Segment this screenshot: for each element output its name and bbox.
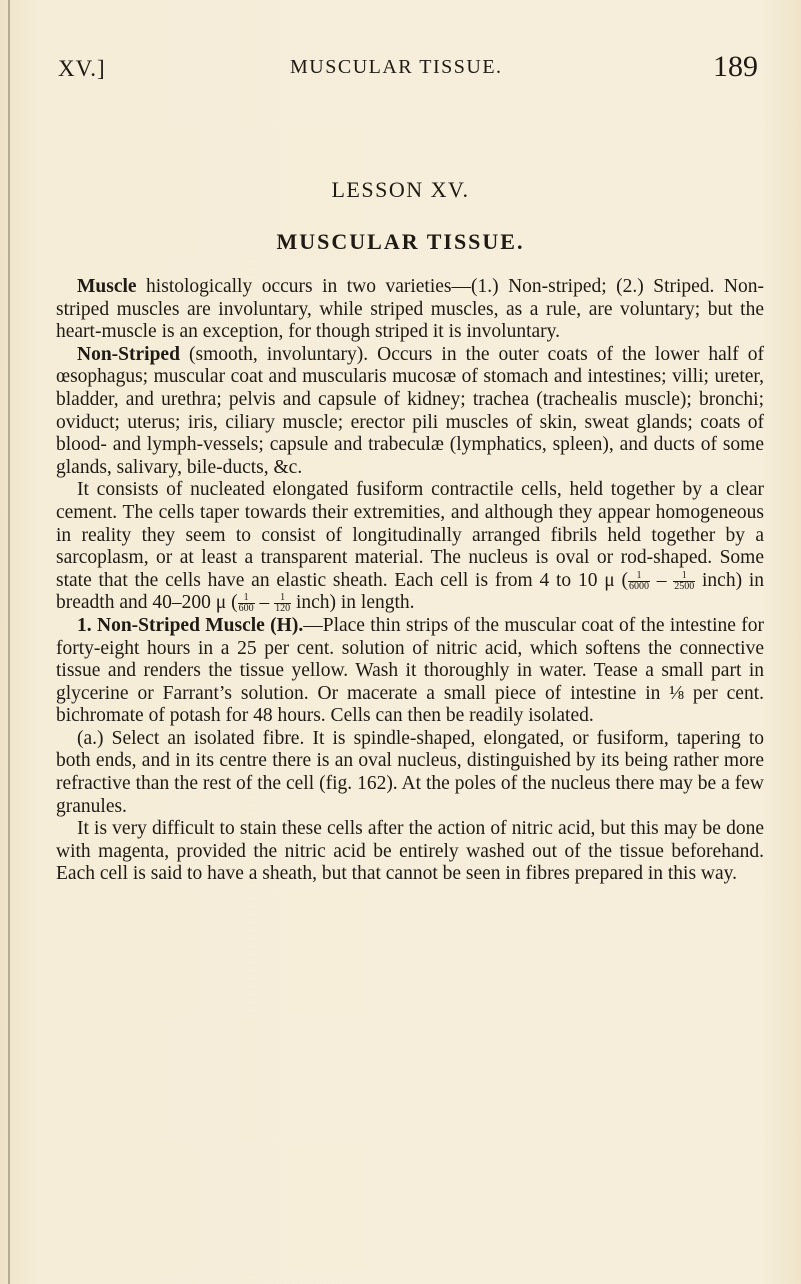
paragraph-lead: 1. Non-Striped Muscle (H). [77,614,304,636]
paragraph-text: inch) in breadth and 40–200 μ ( [56,569,765,614]
range-dash: – [649,569,674,591]
section-title: MUSCULAR TISSUE. [276,229,525,254]
paragraph-staining [56,818,764,886]
fraction-numerator: 1 [673,571,695,582]
lesson-heading: LESSON XV. [331,177,470,202]
range-dash: – [254,592,275,614]
fraction-numerator: 1 [628,571,650,582]
chapter-number: XV.] [58,56,106,81]
paragraph-text: (a.) Select an isolated fibre. It is spindle-shaped, elongated, or fusiform, tapering to both ends, and in its centre there is an oval nucleus, distinguished by its being rather more refractive than the rest of the cell (fig. 162). At the poles of the nucleus there may be a few granules. [56,727,764,817]
paragraph-muscle-varieties [56,276,764,344]
fraction [628,571,650,592]
paragraph-cell-structure [56,479,764,615]
fraction-numerator: 1 [238,593,255,604]
fraction [238,593,255,614]
fraction-denominator: 600 [238,603,254,615]
paragraph-text: histologically occurs in two varieties—(1.) Non-striped; (2.) Striped. Non-striped muscles are involuntary, while striped muscles, as a rule, are voluntary; but the heart-muscle is an exception, for though striped it is involuntary. [56,276,764,343]
paragraph-text: —Place thin strips of the muscular coat of the intestine for forty-eight hours in a 25 per cent. solution of nitric acid, which softens the connective tissue and renders the tissue yellow. Wash it thoroughly in water. Tease a small part in glycerine or Farrant’s solution. Or macerate a small piece of intestine in ⅛ per cent. bichromate of potash for 48 hours. Cells can then be readily isolated. [56,614,764,727]
running-header [58,50,758,90]
running-title: MUSCULAR TISSUE. [290,56,503,78]
fraction-denominator: 6000 [628,580,649,592]
paragraph-lead: Muscle [77,276,137,297]
paragraph-text: (smooth, involuntary). Occurs in the outer coats of the lower half of œsophagus; muscular coat and muscularis mucosæ of stomach and intestines; villi; ureter, bladder, and urethra; pelvis and capsule of kidney; trachea (trachealis muscle); bronchi; oviduct; uterus; iris, ciliary muscle; erector pili muscles of skin, sweat glands; coats of blood- and lymph-vessels; capsule and trabeculæ (lymphatics, spleen), and ducts of some glands, salivary, bile-ducts, &c. [56,343,764,478]
paragraph-text: inch) in length. [291,592,415,614]
fraction-denominator: 2500 [674,580,695,592]
paragraph-lead: Non-Striped [77,343,180,365]
paragraph-text: It is very difficult to stain these cells after the action of nitric acid, but this may be done with magenta, provided the nitric acid be entirely washed out of the tissue beforehand. Each cell is said to have a sheath, but that cannot be seen in fibres prepared in this way. [56,818,764,885]
fraction-numerator: 1 [274,593,291,604]
paragraph-method [56,615,764,728]
fraction [274,593,291,614]
page-number: 189 [713,50,758,83]
paragraph-observation [56,728,764,818]
fraction-denominator: 120 [275,603,291,615]
paragraph-text: It consists of nucleated elongated fusiform contractile cells, held together by a clear cement. The cells taper towards their extremities, and although they appear homogeneous in reality they seem to consist of longitudinally arranged fibrils held together by a sarcoplasm, or at least a transparent material. The nucleus is oval or rod-shaped. Some state that the cells have an elastic sheath. Each cell is from 4 to 10 μ ( [56,479,764,591]
paragraph-non-striped-locations [56,344,764,480]
body-text [56,276,764,886]
fraction [673,571,695,592]
